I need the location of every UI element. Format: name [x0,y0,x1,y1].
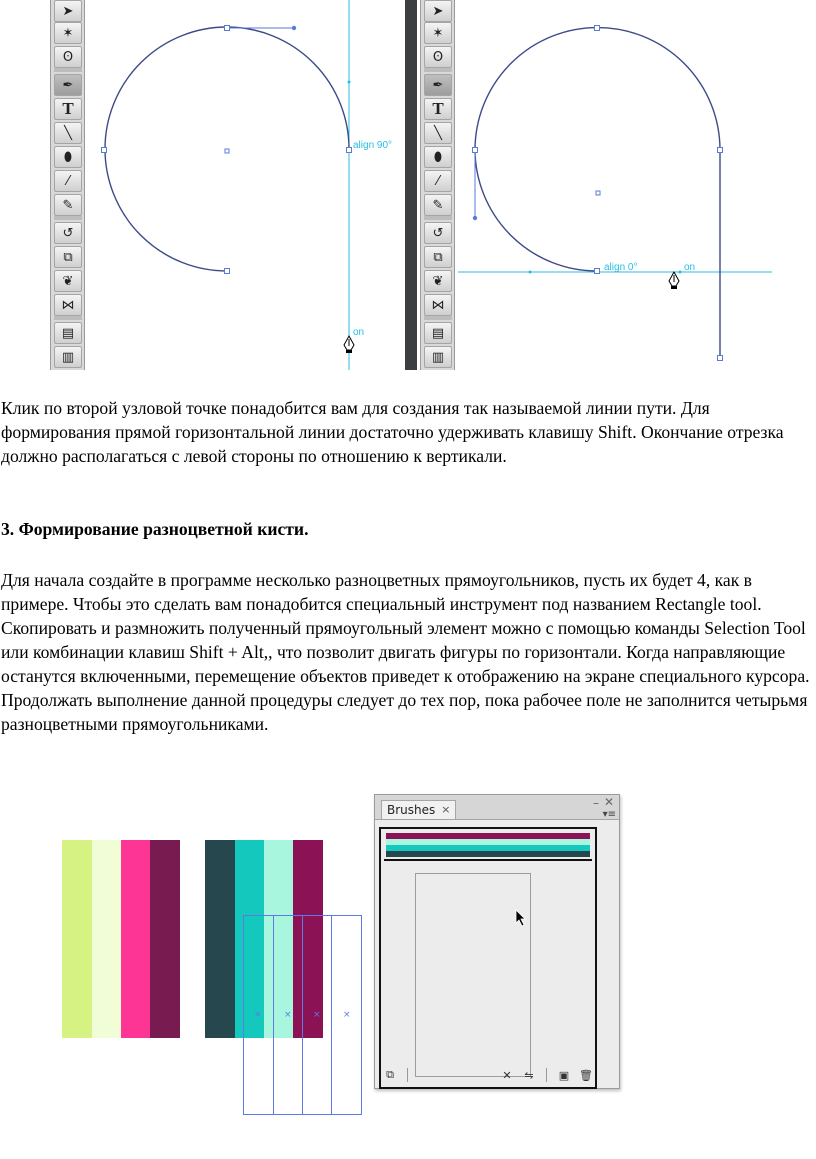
anchor-point-bottom[interactable] [595,269,600,274]
column-graph-tool-icon[interactable]: ▥ [54,346,82,368]
lasso-tool-icon[interactable]: ʘ [424,46,452,68]
anchor-point-top[interactable] [595,26,600,31]
options-of-selected-object-icon[interactable]: ⇋ [524,1068,534,1082]
column-graph-tool-icon[interactable]: ▥ [424,346,452,368]
center-x-mark-icon: × [254,1010,262,1020]
artboard-canvas[interactable] [0,0,816,372]
center-x-mark-icon: × [313,1010,321,1020]
stripe-pale-yellow[interactable] [92,840,122,1038]
magic-wand-tool-icon[interactable]: ✶ [424,22,452,44]
rotate-tool-icon[interactable]: ↺ [424,222,452,244]
blend-tool-icon[interactable]: ❦ [424,270,452,292]
smart-guide-align-label: align 0° [604,262,638,273]
anchor-point-right[interactable] [347,148,352,153]
smart-guide-align-label: align 90° [353,140,393,151]
brushes-panel [374,794,620,1089]
panel-minimize-icon[interactable]: – [593,796,599,810]
pen-cursor-icon [669,272,679,289]
section-heading: 3. Формирование разноцветной кисти. [1,519,309,539]
anchor-point-left[interactable] [473,148,478,153]
brush-list-area[interactable] [379,827,597,1089]
line-tool-icon[interactable]: ╲ [54,122,82,144]
anchor-point-end[interactable] [718,356,723,361]
smart-guide-on-label: on [684,262,696,273]
delete-brush-icon[interactable]: 🗑 [579,1068,593,1082]
ellipse-tool-icon[interactable]: ⬮ [424,146,452,168]
paintbrush-tool-icon[interactable]: ⁄ [424,170,452,192]
pen-tool-icon[interactable]: ✒ [424,74,452,96]
brushes-tab[interactable] [381,800,456,819]
scale-tool-icon[interactable]: ⧉ [424,246,452,268]
guide-intersection-point [529,271,532,274]
symbol-sprayer-tool-icon[interactable]: ⋈ [54,294,82,316]
pencil-tool-icon[interactable]: ✎ [424,194,452,216]
smart-guide-on-label: on [353,327,365,338]
center-point [225,149,229,153]
tab-close-icon[interactable]: × [441,803,451,816]
guide-intersection-point [348,81,351,84]
brushes-tab-label: Brushes [387,803,436,817]
paragraph-path-line: Клик по второй узловой точке понадобится вам для создания так называемой линии пути. Для формирования прямой горизонтальной линии достаточно удерживать клавишу Shift. Окончание отрезка должно располагаться с левой стороны по отношению к вертикали. [1,398,784,466]
graph-data-tool-icon[interactable]: ▤ [424,322,452,344]
paragraph-rectangles: Для начала создайте в программе несколько разноцветных прямоугольников, пусть их будет 4, как в примере. Чтобы это сделать вам понадобится специальный инструмент под названием Rectangle tool. Скопировать и размножить полученный прямоугольный элемент можно с помощью команды Selection Tool или комбинации клавиш Shift + Alt,, что позволит двигать фигуры по горизонтали. Когда направляющие останутся включенными, перемещение объектов приведет к отображению на экране специального курсора. Продолжать выполнение данной процедуры следует до тех пор, пока рабочее поле не заполнится четырьмя разноцветными прямоугольниками. [1,570,810,734]
center-point [596,191,600,195]
pen-tool-icon[interactable]: ✒ [54,74,82,96]
guide-intersection-point [679,271,682,274]
new-brush-icon[interactable]: ▣ [558,1068,570,1082]
blend-tool-icon[interactable]: ❦ [54,270,82,292]
selection-tool-icon[interactable]: ➤ [424,0,452,22]
pencil-tool-icon[interactable]: ✎ [54,194,82,216]
curved-path[interactable] [475,150,597,271]
anchor-point-right[interactable] [718,148,723,153]
brush-band-dark-teal [386,851,590,857]
new-brush-stroke[interactable] [384,831,592,861]
center-x-mark-icon: × [343,1010,351,1020]
anchor-point-bottom[interactable] [225,269,230,274]
footer-separator [407,1068,408,1082]
illustrator-screenshot-pen-tool [0,0,816,372]
panel-header [375,795,619,820]
selection-tool-icon[interactable]: ➤ [54,0,82,22]
direction-handle-point[interactable] [473,216,477,220]
rotate-tool-icon[interactable]: ↺ [54,222,82,244]
line-tool-icon[interactable]: ╲ [424,122,452,144]
brush-creation-illustration [0,790,816,1159]
type-tool-icon[interactable]: T [424,98,452,120]
curved-path[interactable] [475,28,720,150]
anchor-point-left[interactable] [102,148,107,153]
stripe-plum[interactable] [150,840,180,1038]
brush-libraries-icon[interactable]: ⧉ [386,1068,394,1081]
paintbrush-tool-icon[interactable]: ⁄ [54,170,82,192]
panel-menu-icon[interactable]: ▾≡ [602,809,616,820]
graph-data-tool-icon[interactable]: ▤ [54,322,82,344]
drop-target-outline [415,873,531,1077]
footer-separator [546,1068,547,1082]
type-tool-icon[interactable]: T [54,98,82,120]
stripe-light-green[interactable] [62,840,92,1038]
stripe-dark-teal[interactable] [205,840,235,1038]
lasso-tool-icon[interactable]: ʘ [54,46,82,68]
center-x-mark-icon: × [284,1010,292,1020]
direction-handle-point[interactable] [292,26,296,30]
magic-wand-tool-icon[interactable]: ✶ [54,22,82,44]
scale-tool-icon[interactable]: ⧉ [54,246,82,268]
remove-brush-stroke-icon[interactable]: ✕ [502,1068,512,1082]
symbol-sprayer-tool-icon[interactable]: ⋈ [424,294,452,316]
stripe-pink[interactable] [121,840,151,1038]
ellipse-tool-icon[interactable]: ⬮ [54,146,82,168]
panel-footer-toolbar [379,1066,597,1084]
pen-cursor-icon [344,336,354,353]
panel-close-icon[interactable]: ✕ [603,795,614,809]
mouse-pointer-icon [515,909,527,927]
anchor-point-top[interactable] [225,26,230,31]
